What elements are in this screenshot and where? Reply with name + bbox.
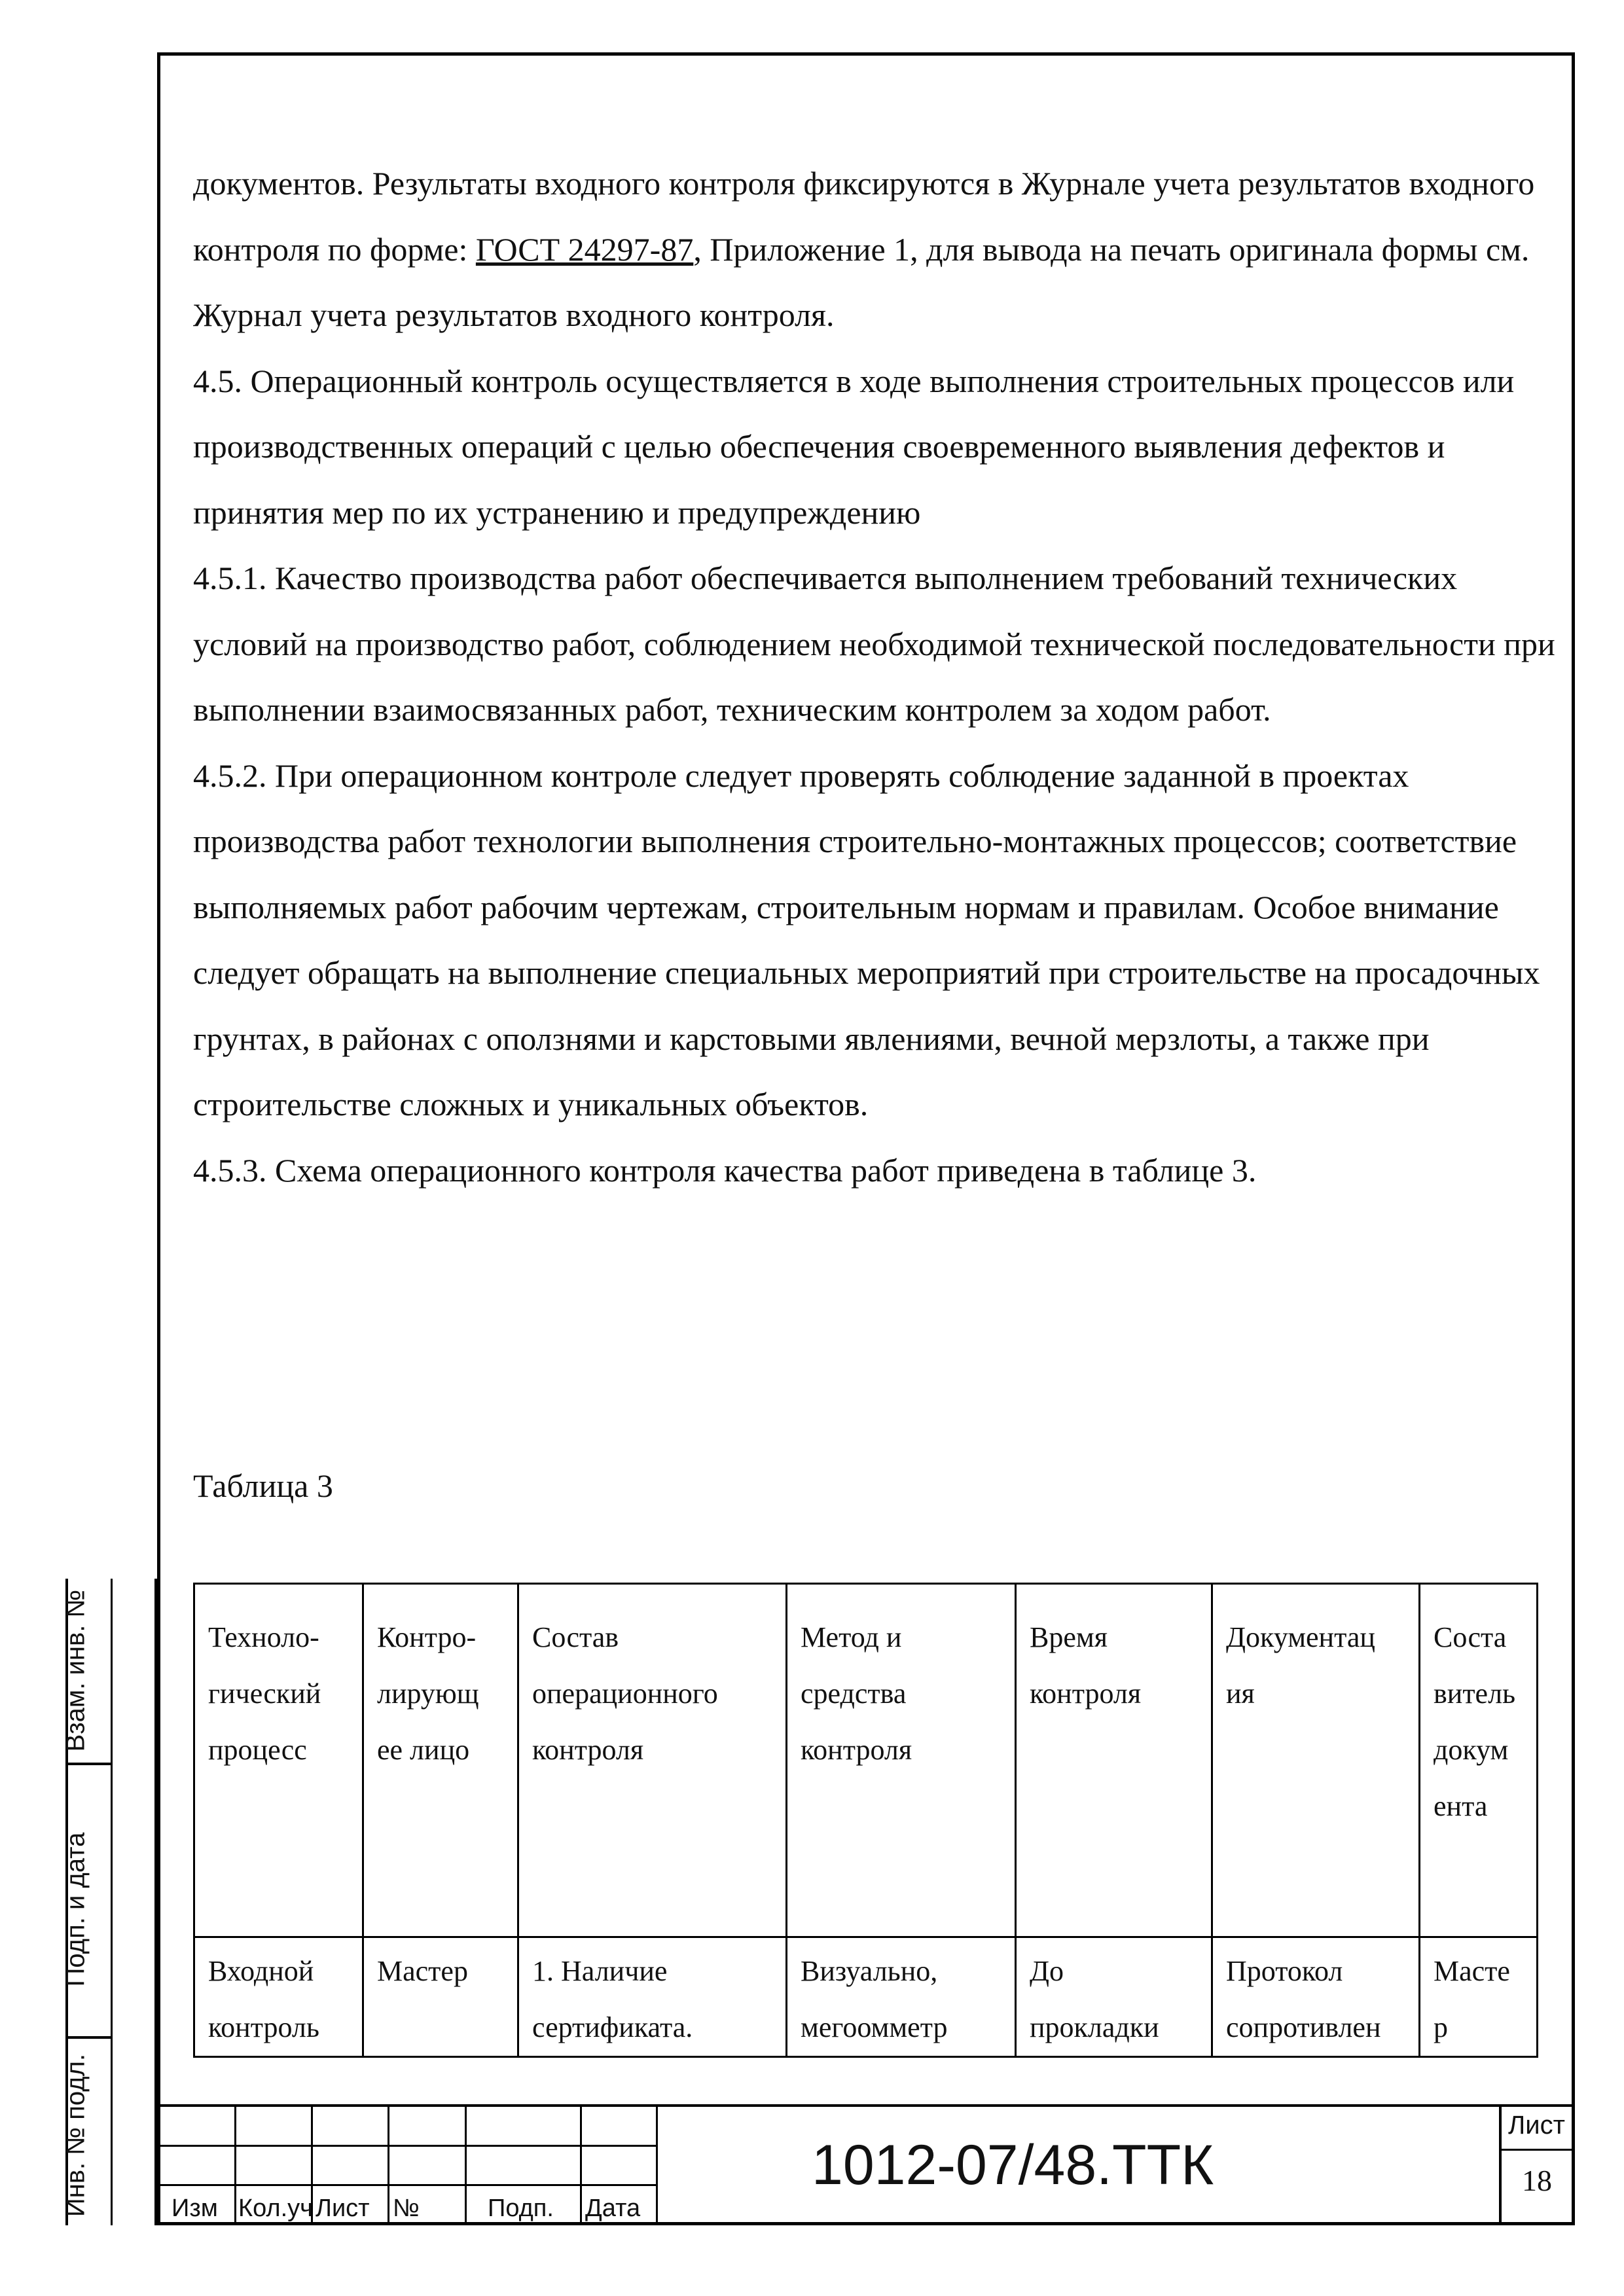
label-signature: Подп. bbox=[488, 2195, 554, 2222]
cell-text-line: р bbox=[1434, 2011, 1448, 2043]
cell-text-line: процесс bbox=[208, 1734, 307, 1766]
table-header-row bbox=[194, 1584, 1538, 1937]
data-cell bbox=[1212, 1937, 1420, 2057]
cell-text-line: гический bbox=[208, 1677, 321, 1710]
cell-text-line: ента bbox=[1434, 1790, 1488, 1822]
paragraph-check-requirements: 4.5.2. При операционном контроле следует проверять соблюдение заданной в проектах производства работ технологии выполнения строительно-монтажных процессов; соответствие выполняемых работ рабочим чертежам, строительным нормам и правилам. Особое внимание следует обращать на выполнение специальных мероприятий при строительстве на просадочных грунтах, в районах с оползнями и карстовыми явлениями, вечной мерзлоты, а также при строительстве сложных и уникальных объектов. bbox=[193, 757, 1540, 1122]
table-caption: Таблица 3 bbox=[193, 1467, 333, 1504]
label-sheet: Лист bbox=[316, 2195, 370, 2222]
header-cell bbox=[194, 1584, 363, 1937]
label-number: № bbox=[393, 2195, 420, 2222]
paragraph-operational-control: 4.5. Операционный контроль осуществляется в ходе выполнения строительных процессов или производственных операций с целью обеспечения своевременного выявления дефектов и принятия мер по их устранению и предупреждению bbox=[193, 362, 1515, 531]
cell-text-line: средства bbox=[801, 1677, 907, 1710]
cell-text-line: контроль bbox=[208, 2011, 319, 2043]
cell-text-line: мегоомметр bbox=[801, 2011, 948, 2043]
header-cell bbox=[1420, 1584, 1538, 1937]
cell-text-line: Техноло- bbox=[208, 1621, 319, 1653]
paragraph-scheme-reference: 4.5.3. Схема операционного контроля качества работ приведена в таблице 3. bbox=[193, 1151, 1257, 1189]
sheet-label: Лист bbox=[1508, 2111, 1565, 2140]
cell-text-line: операционного bbox=[532, 1677, 718, 1710]
gost-link[interactable]: ГОСТ 24297-87 bbox=[475, 230, 694, 268]
cell-text-line: Визуально, bbox=[801, 1955, 938, 1987]
data-cell bbox=[518, 1937, 787, 2057]
header-cell bbox=[787, 1584, 1016, 1937]
cell-text-line: Состав bbox=[532, 1621, 619, 1653]
cell-text-line: Документац bbox=[1226, 1621, 1375, 1653]
cell-text-line: Метод и bbox=[801, 1621, 902, 1653]
cell-text-line: Мастер bbox=[377, 1955, 468, 1987]
sheet-number: 18 bbox=[1522, 2164, 1552, 2197]
stamp-label-inv-original: Инв. № подл. bbox=[61, 2053, 90, 2217]
cell-text-line: витель bbox=[1434, 1677, 1516, 1710]
revision-grid bbox=[157, 2107, 658, 2225]
cell-text-line: сертификата. bbox=[532, 2011, 693, 2043]
document-code: 1012-07/48.ТТК bbox=[812, 2134, 1214, 2197]
cell-text-line: Соста bbox=[1434, 1621, 1507, 1653]
paragraph-text: документов. Результаты входного контроля фиксируются в Журнале учета результатов входного контроля по форме: bbox=[193, 165, 1535, 268]
cell-text-line: Масте bbox=[1434, 1955, 1510, 1987]
cell-text-line: Входной bbox=[208, 1955, 314, 1987]
cell-text-line: контроля bbox=[532, 1734, 644, 1766]
table-row bbox=[194, 1937, 1538, 2057]
stamp-label-inv-replace: Взам. инв. № bbox=[61, 1589, 90, 1752]
cell-text-line: ее лицо bbox=[377, 1734, 470, 1766]
paragraph-quality: 4.5.1. Качество производства работ обеспечивается выполнением требований технических условий на производство работ, соблюдением необходимой технической последовательности при выполнении взаимосвязанных работ, техническим контролем за ходом работ. bbox=[193, 560, 1555, 728]
document-body bbox=[193, 151, 1561, 1203]
cell-text-line: контроля bbox=[1030, 1677, 1142, 1710]
cell-text-line: ия bbox=[1226, 1677, 1255, 1710]
label-change: Изм bbox=[171, 2195, 218, 2222]
cell-text-line: 1. Наличие bbox=[532, 1955, 668, 1987]
header-cell bbox=[518, 1584, 787, 1937]
cell-text-line: Протокол bbox=[1226, 1955, 1343, 1987]
cell-text-line: До bbox=[1030, 1955, 1064, 1987]
operational-control-table bbox=[193, 1583, 1538, 2058]
cell-text-line: Время bbox=[1030, 1621, 1108, 1653]
data-cell bbox=[194, 1937, 363, 2057]
cell-text-line: сопротивлен bbox=[1226, 2011, 1381, 2043]
cell-text-line: докум bbox=[1434, 1734, 1509, 1766]
cell-text-line: Контро- bbox=[377, 1621, 477, 1653]
data-cell bbox=[363, 1937, 518, 2057]
data-cell bbox=[1420, 1937, 1538, 2057]
cell-text-line: контроля bbox=[801, 1734, 912, 1766]
data-cell bbox=[1016, 1937, 1212, 2057]
cell-text-line: прокладки bbox=[1030, 2011, 1159, 2043]
paragraph-input-control bbox=[193, 151, 1561, 348]
label-quantity: Кол.уч bbox=[238, 2195, 313, 2222]
header-cell bbox=[1212, 1584, 1420, 1937]
title-block bbox=[157, 2104, 1575, 2225]
data-cell bbox=[787, 1937, 1016, 2057]
paragraph-text: , Приложение 1, для вывода на печать оригинала формы см. Журнал учета результатов входного контроля. bbox=[193, 230, 1530, 333]
header-cell bbox=[363, 1584, 518, 1937]
label-date: Дата bbox=[585, 2195, 641, 2222]
cell-text-line: лирующ bbox=[377, 1677, 479, 1710]
header-cell bbox=[1016, 1584, 1212, 1937]
sheet-box bbox=[1499, 2107, 1572, 2225]
stamp-label-sign-date: Подп. и дата bbox=[61, 1832, 90, 1987]
